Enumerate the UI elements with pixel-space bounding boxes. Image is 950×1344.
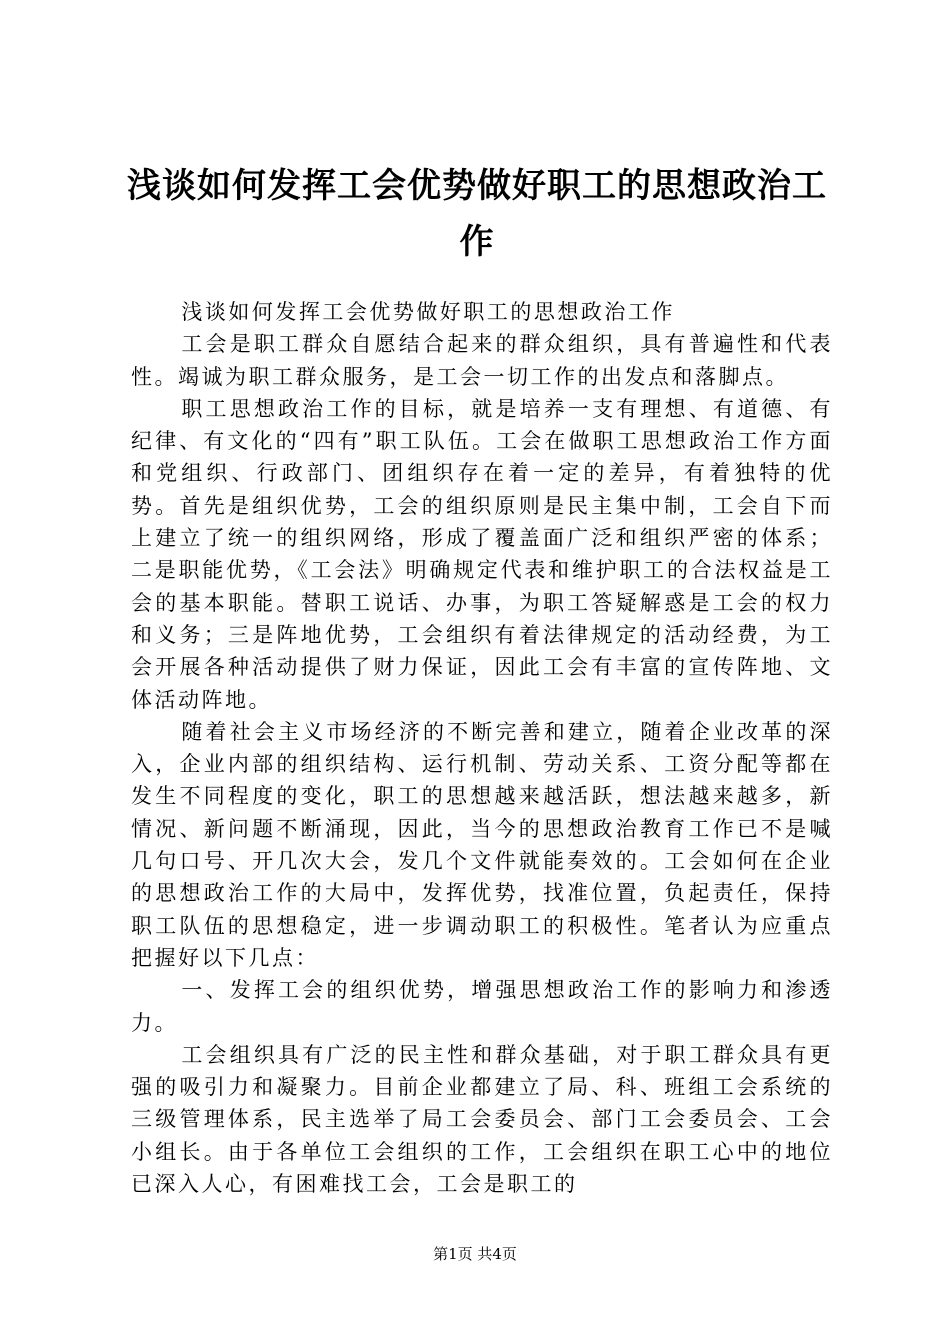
paragraph-5: 工会组织具有广泛的民主性和群众基础，对于职工群众具有更强的吸引力和凝聚力。目前企业都建立了局、科、班组工会系统的三级管理体系，民主选举了局工会委员会、部门工会委员会、工会小组长。由于各单位工会组织的工作，工会组织在职工心中的地位已深入人心，有困难找工会，工会是职工的: [131, 1042, 833, 1197]
document-title: 浅谈如何发挥工会优势做好职工的思想政治工作: [127, 166, 827, 262]
paragraph-1: 工会是职工群众自愿结合起来的群众组织，具有普遍性和代表性。竭诚为职工群众服务，是工会一切工作的出发点和落脚点。: [131, 332, 833, 389]
paragraph-2: 职工思想政治工作的目标，就是培养一支有理想、有道德、有纪律、有文化的“四有”职工队伍。工会在做职工思想政治工作方面和党组织、行政部门、团组织存在着一定的差异，有着独特的优势。首先是组织优势，工会的组织原则是民主集中制，工会自下而上建立了统一的组织网络，形成了覆盖面广泛和组织严密的体系；二是职能优势，《工会法》明确规定代表和维护职工的合法权益是工会的基本职能。替职工说话、办事，为职工答疑解惑是工会的权力和义务；三是阵地优势，工会组织有着法律规定的活动经费，为工会开展各种活动提供了财力保证，因此工会有丰富的宣传阵地、文体活动阵地。: [131, 396, 833, 712]
page-footer: 第1页 共4页: [433, 1245, 517, 1263]
paragraph-4: 一、发挥工会的组织优势，增强思想政治工作的影响力和渗透力。: [131, 978, 833, 1035]
document-body: [131, 296, 833, 1200]
paragraph-subtitle: 浅谈如何发挥工会优势做好职工的思想政治工作: [181, 300, 675, 324]
paragraph-3: 随着社会主义市场经济的不断完善和建立，随着企业改革的深入，企业内部的组织结构、运行机制、劳动关系、工资分配等都在发生不同程度的变化，职工的思想越来越活跃，想法越来越多，新情况、新问题不断涌现，因此，当今的思想政治教育工作已不是喊几句口号、开几次大会，发几个文件就能奏效的。工会如何在企业的思想政治工作的大局中，发挥优势，找准位置，负起责任，保持职工队伍的思想稳定，进一步调动职工的积极性。笔者认为应重点把握好以下几点：: [131, 719, 833, 970]
